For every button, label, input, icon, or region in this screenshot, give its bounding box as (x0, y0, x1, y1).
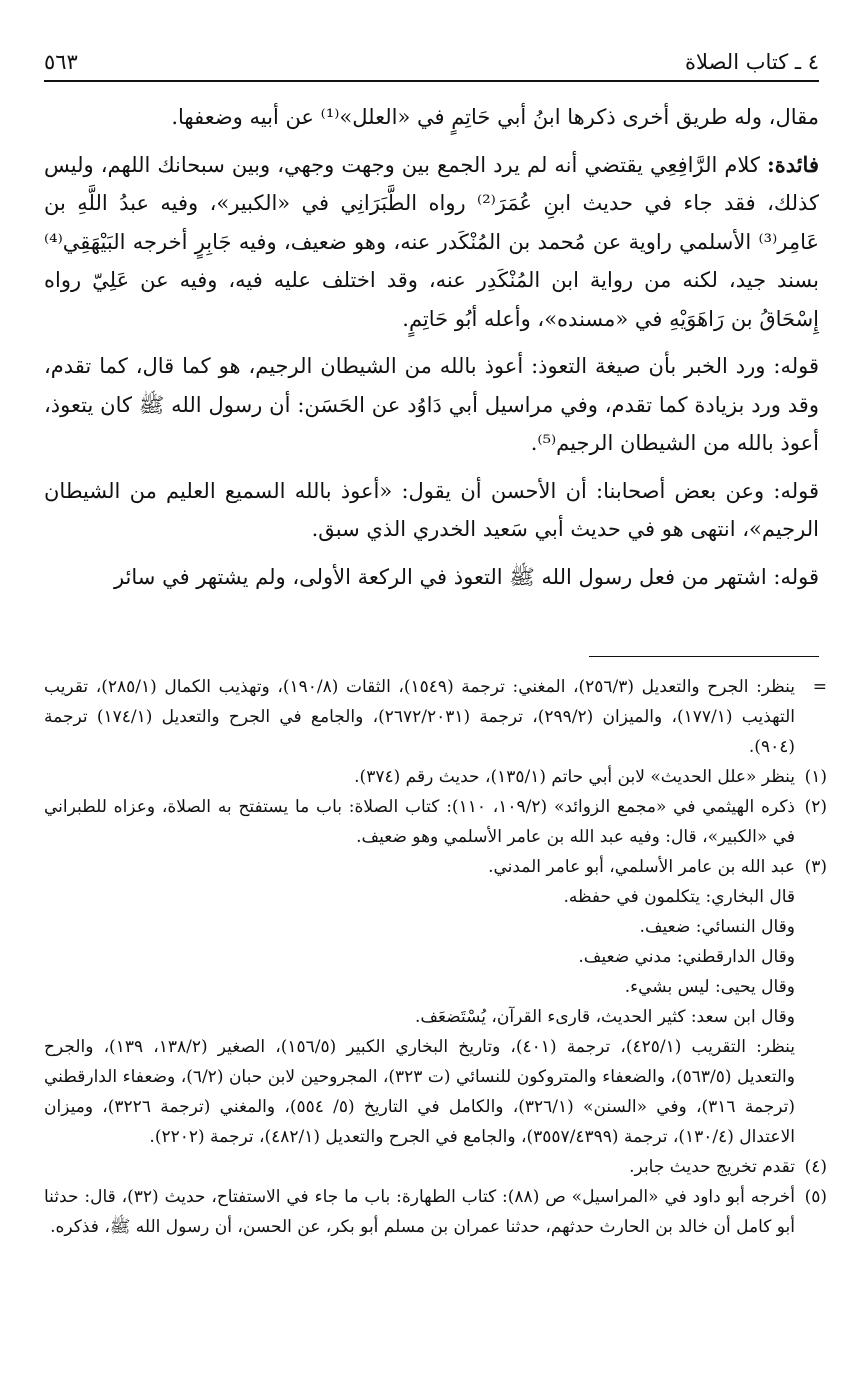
footnote-text: ينظر «علل الحديث» لابن أبي حاتم (١٣٥/١)، حديث رقم (٣٧٤). (354, 767, 795, 787)
footnote (44, 852, 827, 882)
footnotes (44, 672, 827, 1242)
footnote-marker: (٢) (804, 797, 827, 817)
paragraph: قوله: اشتهر من فعل رسول الله ﷺ التعوذ في الركعة الأولى، ولم يشتهر في سائر (113, 564, 819, 589)
footnote (44, 792, 827, 852)
footnote-text: تقدم تخريج حديث جابر. (629, 1157, 795, 1177)
main-text (44, 98, 819, 596)
footnote-text: ينظر: الجرح والتعديل (٢٥٦/٣)، المغني: ترجمة (١٥٤٩)، الثقات (١٩٠/٨)، وتهذيب الكمال (٢٨٥/١)، تقريب التهذيب (١٧٧/١)، والميزان (٢٩٩/٢)، ترجمة (٢٦٧٢/٢٠٣١)، والجامع في الجرح والتعديل (١٧٤/١) ترجمة (٩٠٤). (44, 677, 795, 757)
footnote-line: وقال ابن سعد: كثير الحديث، قارىء القرآن، يُسْتَضعَف. (415, 1007, 795, 1027)
footnote-line: قال البخاري: يتكلمون في حفظه. (563, 887, 795, 907)
footnote-text: ذكره الهيثمي في «مجمع الزوائد» (١٠٩/٢، ١١٠): كتاب الصلاة: باب ما يستفتح به الصلاة، وعزاه للطبراني في «الكبير»، قال: وفيه عبد الله بن عامر الأسلمي وهو ضعيف. (44, 797, 795, 847)
footnote (44, 672, 827, 762)
footnote-marker: (٣) (804, 857, 827, 877)
footnote-text: أخرجه أبو داود في «المراسيل» ص (٨٨): كتاب الطهارة: باب ما جاء في الاستفتاح، حديث (٣٢)، قال: حدثنا أبو كامل أن خالد بن الحارث حدثهم، حدثنا عمران بن مسلم أبو بكر، عن الحسن، أن رسول الله ﷺ، فذكره. (44, 1187, 795, 1237)
footnote (44, 762, 827, 792)
footnote-line: ينظر: التقريب (٤٢٥/١)، ترجمة (٤٠١)، وتاريخ البخاري الكبير (١٥٦/٥)، الصغير (١٣٨/٢، ١٣٩)، والجرح والتعديل (٥٦٣/٥)، والضعفاء والمتروكون للنسائي (ت ٣٢٣)، المجروحين لابن حبان (٦/٢)، وضعفاء الدارقطني (ترجمة ٣١٦)، وفي «السنن» (٣٢٦/١)، والكامل في التاريخ (٥/ ٥٥٤)، والمغني (ترجمة ٣٢٢٦)، وميزان الاعتدال (١٣٠/٤)، ترجمة (٣٥٥٧/٤٣٩٩)، والجامع في الجرح والتعديل (٤٨٢/١)، ترجمة (٢٢٠٢). (44, 1037, 796, 1147)
paragraph: قوله: وعن بعض أصحابنا: أن الأحسن أن يقول: «أعوذ بالله السميع العليم من الشيطان الرجيم»، انتهى هو في حديث أبي سَعيد الخدري الذي سبق. (44, 478, 819, 541)
paragraph: مقال، وله طريق أخرى ذكرها ابنُ أبي حَاتِمٍ في «العلل»⁽¹⁾ عن أبيه وضعفها. (171, 105, 819, 129)
footnote (44, 1182, 827, 1242)
footnote-divider (589, 656, 819, 657)
page-number: ٥٦٣ (44, 50, 78, 74)
footnote-text: عبد الله بن عامر الأسلمي، أبو عامر المدني. (488, 857, 795, 877)
running-header (44, 44, 819, 82)
footnote-marker: (٥) (804, 1187, 827, 1207)
footnote-line: وقال النسائي: ضعيف. (639, 917, 795, 937)
chapter-title: ٤ ـ كتاب الصلاة (685, 50, 819, 74)
footnote-line: وقال يحيى: ليس بشيء. (624, 977, 795, 997)
footnote-marker: = (812, 677, 827, 697)
footnote-marker: (٤) (804, 1157, 827, 1177)
footnote (44, 1152, 827, 1182)
footnote-line: وقال الدارقطني: مدني ضعيف. (578, 947, 795, 967)
footnote-marker: (١) (804, 767, 827, 787)
paragraph: فائدة: كلام الرَّافِعِي يقتضي أنه لم يرد الجمع بين وجهت وجهي، وبين سبحانك اللهم، وليس كذلك، فقد جاء في حديث ابنِ عُمَرَ⁽²⁾ رواه الطَّبَرَانِي في «الكبير»، وفيه عبدُ اللَّهِ بن عَامِر⁽³⁾ الأسلمي راوية عن مُحمد بن المُنْكَدر عنه، وهو ضعيف، وفيه جَابِرٍ أخرجه البَيْهَقِي⁽⁴⁾ بسند جيد، لكنه من رواية ابن المُنْكَدِر عنه، وقد اختلف عليه فيه، وفيه عن عَلِيّ رواه إِسْحَاقُ بن رَاهَوَيْهِ في «مسنده»، وأعله أبُو حَاتِمٍ. (44, 151, 820, 331)
paragraph-lead: فائدة: (766, 151, 819, 177)
paragraph: قوله: ورد الخبر بأن صيغة التعوذ: أعوذ بالله من الشيطان الرجيم، هو كما قال، كما تقدم، وقد ورد بزيادة كما تقدم، وفي مراسيل أبي دَاوُد عن الحَسَن: أن رسول الله ﷺ كان يتعوذ، أعوذ بالله من الشيطان الرجيم⁽⁵⁾. (44, 354, 819, 455)
